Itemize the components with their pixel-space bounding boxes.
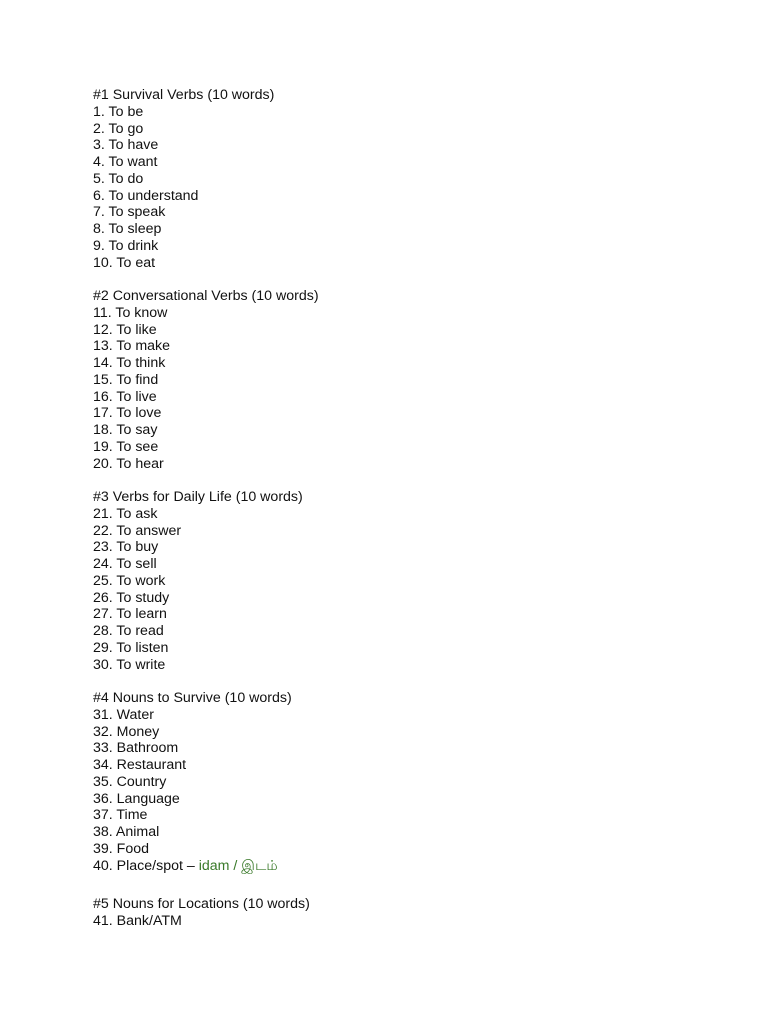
list-item: 11. To know bbox=[93, 304, 168, 321]
list-item: 16. To live bbox=[93, 388, 157, 405]
list-item: 38. Animal bbox=[93, 824, 160, 840]
list-item: 28. To read bbox=[93, 623, 164, 639]
section-heading: #2 Conversational Verbs (10 words) bbox=[93, 288, 319, 304]
list-item: 8. To sleep bbox=[93, 221, 162, 237]
list-item: 13. To make bbox=[93, 338, 171, 355]
list-item: 23. To buy bbox=[93, 539, 159, 556]
tamil-translation: idam / இடம் bbox=[198, 857, 278, 874]
list-item-text: 40. Place/spot – bbox=[93, 857, 199, 874]
list-item: 35. Country bbox=[93, 773, 167, 790]
list-item: 2. To go bbox=[93, 120, 144, 137]
list-item: 5. To do bbox=[93, 170, 144, 187]
list-item: 3. To have bbox=[93, 137, 159, 154]
list-item: 24. To sell bbox=[93, 556, 157, 572]
list-item: 15. To find bbox=[93, 371, 159, 388]
list-item: 27. To learn bbox=[93, 606, 167, 623]
list-item: 12. To like bbox=[93, 321, 157, 338]
list-item: 32. Money bbox=[93, 723, 160, 740]
list-item: 18. To say bbox=[93, 422, 158, 438]
list-item: 25. To work bbox=[93, 572, 166, 589]
list-item: 1. To be bbox=[93, 103, 144, 120]
section-nouns-to-survive bbox=[93, 690, 733, 874]
document-page bbox=[93, 87, 733, 930]
list-item: 22. To answer bbox=[93, 522, 182, 539]
list-item: 31. Water bbox=[93, 706, 154, 723]
section-heading: #4 Nouns to Survive (10 words) bbox=[93, 690, 292, 706]
section-daily-life-verbs bbox=[93, 489, 733, 673]
list-item-with-translation bbox=[93, 858, 733, 875]
list-item: 33. Bathroom bbox=[93, 740, 179, 757]
list-item: 36. Language bbox=[93, 790, 180, 807]
list-item: 4. To want bbox=[93, 154, 158, 170]
section-heading: #5 Nouns for Locations (10 words) bbox=[93, 896, 310, 913]
list-item: 37. Time bbox=[93, 807, 148, 824]
section-nouns-for-locations bbox=[93, 896, 733, 930]
list-item: 7. To speak bbox=[93, 204, 166, 221]
list-item: 34. Restaurant bbox=[93, 757, 187, 773]
list-item: 6. To understand bbox=[93, 187, 199, 204]
section-heading: #3 Verbs for Daily Life (10 words) bbox=[93, 489, 303, 505]
list-item: 14. To think bbox=[93, 355, 166, 371]
list-item: 19. To see bbox=[93, 438, 159, 455]
section-conversational-verbs bbox=[93, 288, 733, 472]
list-item: 9. To drink bbox=[93, 237, 159, 254]
section-survival-verbs bbox=[93, 87, 733, 271]
section-heading: #1 Survival Verbs (10 words) bbox=[93, 87, 275, 103]
list-item: 39. Food bbox=[93, 840, 150, 857]
list-item: 41. Bank/ATM bbox=[93, 913, 182, 929]
list-item: 30. To write bbox=[93, 656, 166, 673]
list-item: 29. To listen bbox=[93, 639, 169, 656]
list-item: 20. To hear bbox=[93, 455, 164, 472]
list-item: 26. To study bbox=[93, 589, 170, 606]
list-item: 10. To eat bbox=[93, 254, 156, 271]
list-item: 21. To ask bbox=[93, 505, 158, 522]
list-item: 17. To love bbox=[93, 405, 162, 422]
